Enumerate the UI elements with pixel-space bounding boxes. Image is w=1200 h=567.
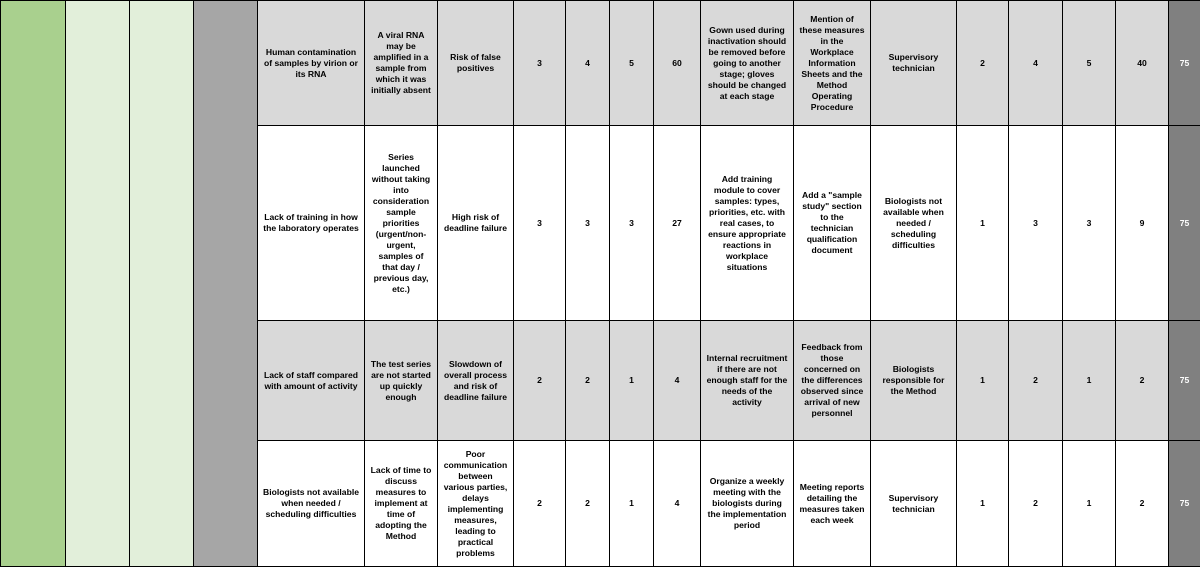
verification-cell: Meeting reports detailing the measures taken each week [794,441,871,567]
effect-cell: Slowdown of overall process and risk of deadline failure [438,321,514,441]
verification-cell: Add a "sample study" section to the technician qualification document [794,126,871,321]
detection-cell: 3 [610,126,654,321]
corrective-action-cell: Gown used during inactivation should be removed before going to another stage; gloves should be changed at each stage [701,1,794,126]
gray-band [194,1,258,567]
gravity-cell: 3 [514,1,566,126]
cause-cell: Lack of training in how the laboratory operates [258,126,365,321]
gravity-cell: 3 [514,126,566,321]
criticality-cell: 27 [654,126,701,321]
responsible-cell: Supervisory technician [871,441,957,567]
responsible-cell: Supervisory technician [871,1,957,126]
score-cell: 75 [1169,126,1200,321]
gravity-cell: 2 [514,321,566,441]
consequence-cell: Lack of time to discuss measures to implement at time of adopting the Method [365,441,438,567]
criticality-after-cell: 9 [1116,126,1169,321]
frequency-cell: 2 [566,321,610,441]
detection-after-cell: 5 [1063,1,1116,126]
gravity-cell: 2 [514,441,566,567]
frequency-after-cell: 3 [1009,126,1063,321]
green-band-dark [1,1,66,567]
corrective-action-cell: Organize a weekly meeting with the biologists during the implementation period [701,441,794,567]
green-band-light-2 [130,1,194,567]
criticality-cell: 60 [654,1,701,126]
effect-cell: Risk of false positives [438,1,514,126]
detection-after-cell: 3 [1063,126,1116,321]
score-cell: 75 [1169,321,1200,441]
effect-cell: Poor communication between various parties, delays implementing measures, leading to practical problems [438,441,514,567]
detection-cell: 5 [610,1,654,126]
detection-after-cell: 1 [1063,321,1116,441]
green-band-light-1 [66,1,130,567]
detection-after-cell: 1 [1063,441,1116,567]
gravity-after-cell: 2 [957,1,1009,126]
verification-cell: Feedback from those concerned on the differences observed since arrival of new personnel [794,321,871,441]
consequence-cell: Series launched without taking into consideration sample priorities (urgent/non-urgent, samples of that day / previous day, etc.) [365,126,438,321]
cause-cell: Lack of staff compared with amount of activity [258,321,365,441]
frequency-cell: 3 [566,126,610,321]
score-cell: 75 [1169,1,1200,126]
effect-cell: High risk of deadline failure [438,126,514,321]
frequency-after-cell: 2 [1009,441,1063,567]
frequency-after-cell: 4 [1009,1,1063,126]
frequency-after-cell: 2 [1009,321,1063,441]
consequence-cell: A viral RNA may be amplified in a sample from which it was initially absent [365,1,438,126]
criticality-cell: 4 [654,321,701,441]
gravity-after-cell: 1 [957,441,1009,567]
responsible-cell: Biologists not available when needed / scheduling difficulties [871,126,957,321]
gravity-after-cell: 1 [957,321,1009,441]
detection-cell: 1 [610,441,654,567]
criticality-after-cell: 2 [1116,441,1169,567]
criticality-cell: 4 [654,441,701,567]
gravity-after-cell: 1 [957,126,1009,321]
responsible-cell: Biologists responsible for the Method [871,321,957,441]
table-row [1,1,1200,126]
score-cell: 75 [1169,441,1200,567]
consequence-cell: The test series are not started up quickly enough [365,321,438,441]
corrective-action-cell: Internal recruitment if there are not enough staff for the needs of the activity [701,321,794,441]
frequency-cell: 2 [566,441,610,567]
cause-cell: Human contamination of samples by virion or its RNA [258,1,365,126]
criticality-after-cell: 40 [1116,1,1169,126]
corrective-action-cell: Add training module to cover samples: types, priorities, etc. with real cases, to ensure appropriate reactions in workplace situations [701,126,794,321]
verification-cell: Mention of these measures in the Workplace Information Sheets and the Method Operating Procedure [794,1,871,126]
detection-cell: 1 [610,321,654,441]
frequency-cell: 4 [566,1,610,126]
criticality-after-cell: 2 [1116,321,1169,441]
cause-cell: Biologists not available when needed / scheduling difficulties [258,441,365,567]
